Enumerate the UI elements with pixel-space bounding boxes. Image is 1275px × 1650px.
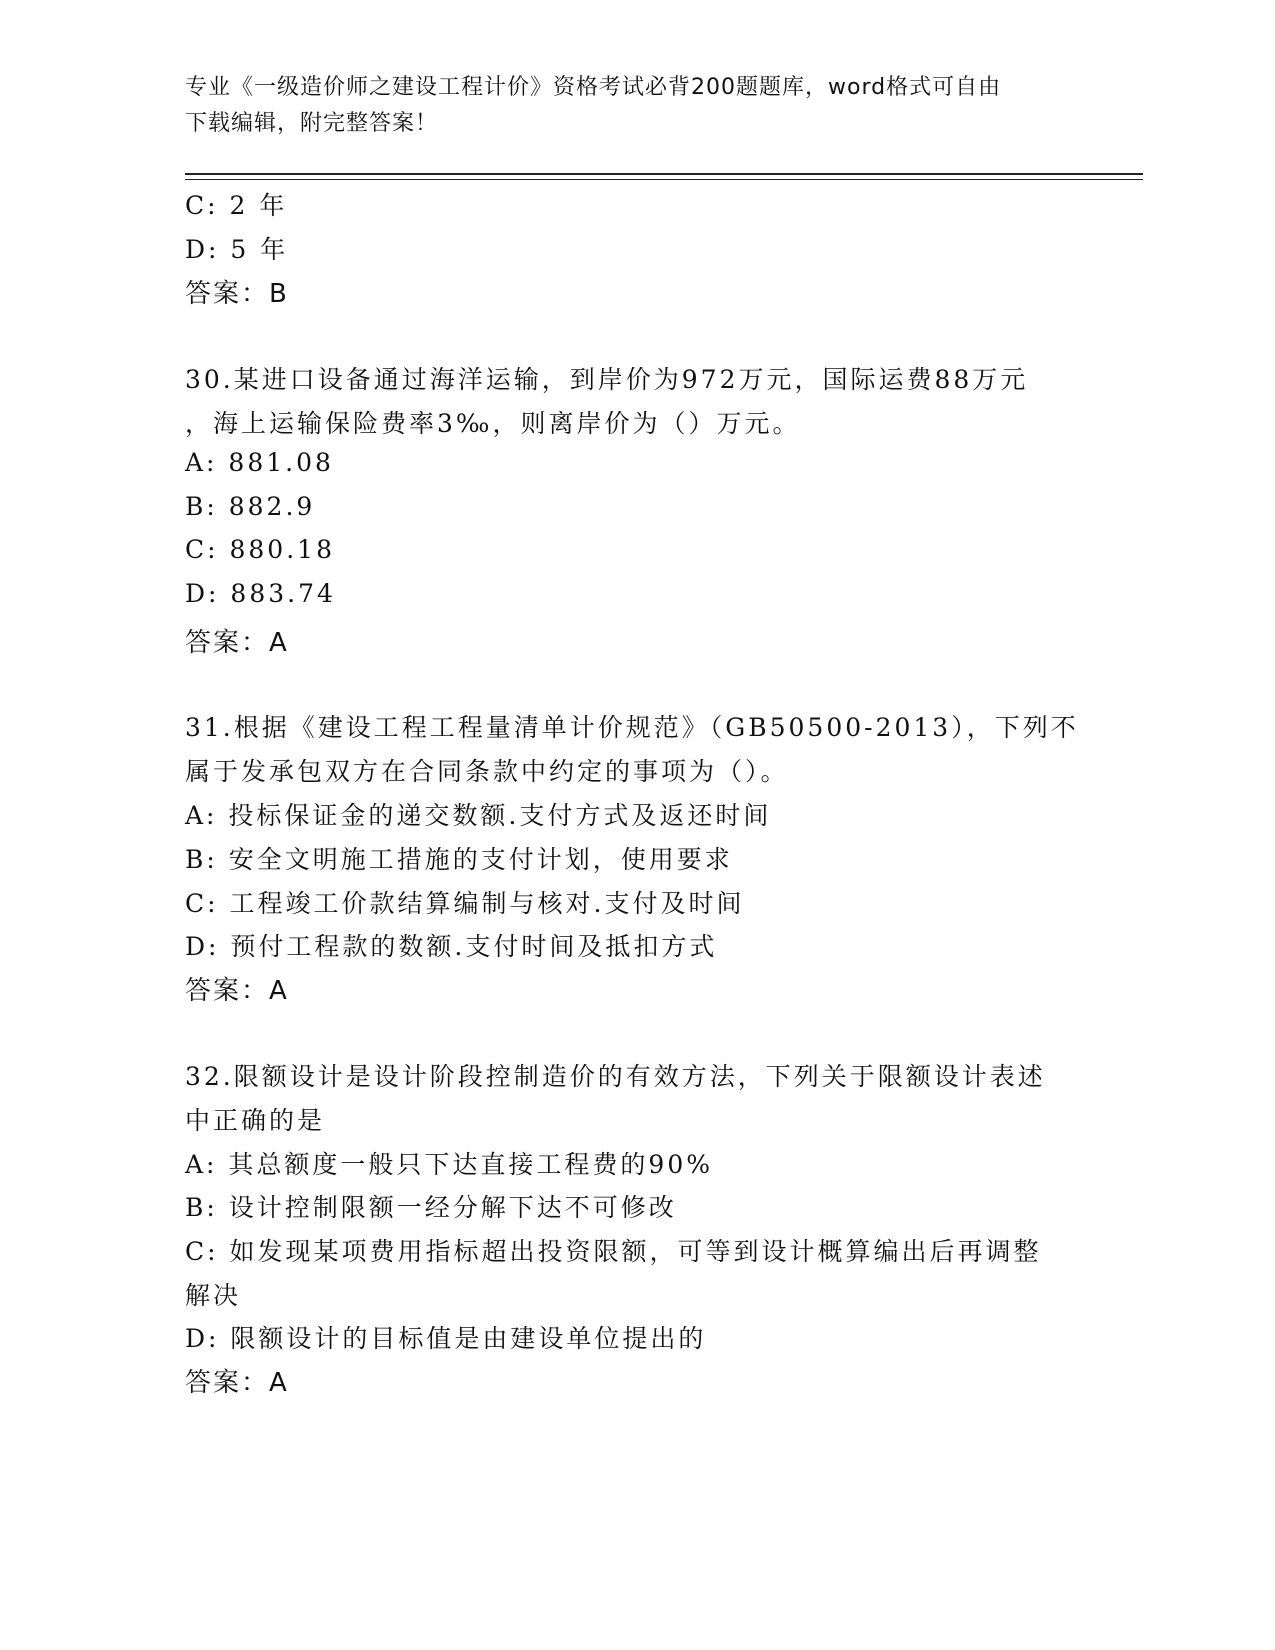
prev-option-c: C: 2 年: [185, 191, 288, 220]
q32-stem-line-2: 中正确的是: [185, 1106, 326, 1135]
q30-answer: 答案：A: [185, 628, 289, 658]
q30-option-a: A: 881.08: [185, 448, 334, 477]
q31-stem-line-1: 31.根据《建设工程工程量清单计价规范》（GB50500-2013），下列不: [185, 713, 1079, 742]
q31-option-d: D: 预付工程款的数额.支付时间及抵扣方式: [185, 932, 718, 961]
q32-option-b: B: 设计控制限额一经分解下达不可修改: [185, 1193, 677, 1222]
q31-answer: 答案：A: [185, 976, 289, 1006]
q30-option-d: D: 883.74: [185, 579, 336, 608]
header-line-2: 下载编辑，附完整答案！: [185, 111, 439, 136]
document-header: [185, 70, 1085, 142]
q31-option-c: C: 工程竣工价款结算编制与核对.支付及时间: [185, 889, 745, 918]
q32-stem-line-1: 32.限额设计是设计阶段控制造价的有效方法，下列关于限额设计表述: [185, 1062, 1046, 1091]
header-line-1: 专业《一级造价师之建设工程计价》资格考试必背200题题库，word格式可自由: [185, 75, 1002, 100]
q32-option-a: A: 其总额度一般只下达直接工程费的90%: [185, 1150, 713, 1179]
prev-option-d: D: 5 年: [185, 235, 289, 264]
q32-option-c: C: 如发现某项费用指标超出投资限额，可等到设计概算编出后再调整: [185, 1237, 1042, 1266]
q30-option-c: C: 880.18: [185, 535, 335, 564]
header-rule-thin: [185, 179, 1143, 180]
q30-stem-line-1: 30.某进口设备通过海洋运输，到岸价为972万元，国际运费88万元: [185, 365, 1029, 394]
q32-option-d: D: 限额设计的目标值是由建设单位提出的: [185, 1324, 707, 1353]
q32-option-c-continued: 解决: [185, 1281, 242, 1310]
q30-stem-line-2: ，海上运输保险费率3‰，则离岸价为（）万元。: [185, 409, 801, 438]
q31-option-a: A: 投标保证金的递交数额.支付方式及返还时间: [185, 801, 772, 830]
header-rule-thick: [185, 173, 1143, 175]
q32-answer: 答案：A: [185, 1368, 289, 1398]
q31-option-b: B: 安全文明施工措施的支付计划，使用要求: [185, 845, 733, 874]
q31-stem-line-2: 属于发承包双方在合同条款中约定的事项为（）。: [185, 757, 789, 786]
q30-option-b: B: 882.9: [185, 492, 316, 521]
prev-answer: 答案：B: [185, 279, 289, 309]
